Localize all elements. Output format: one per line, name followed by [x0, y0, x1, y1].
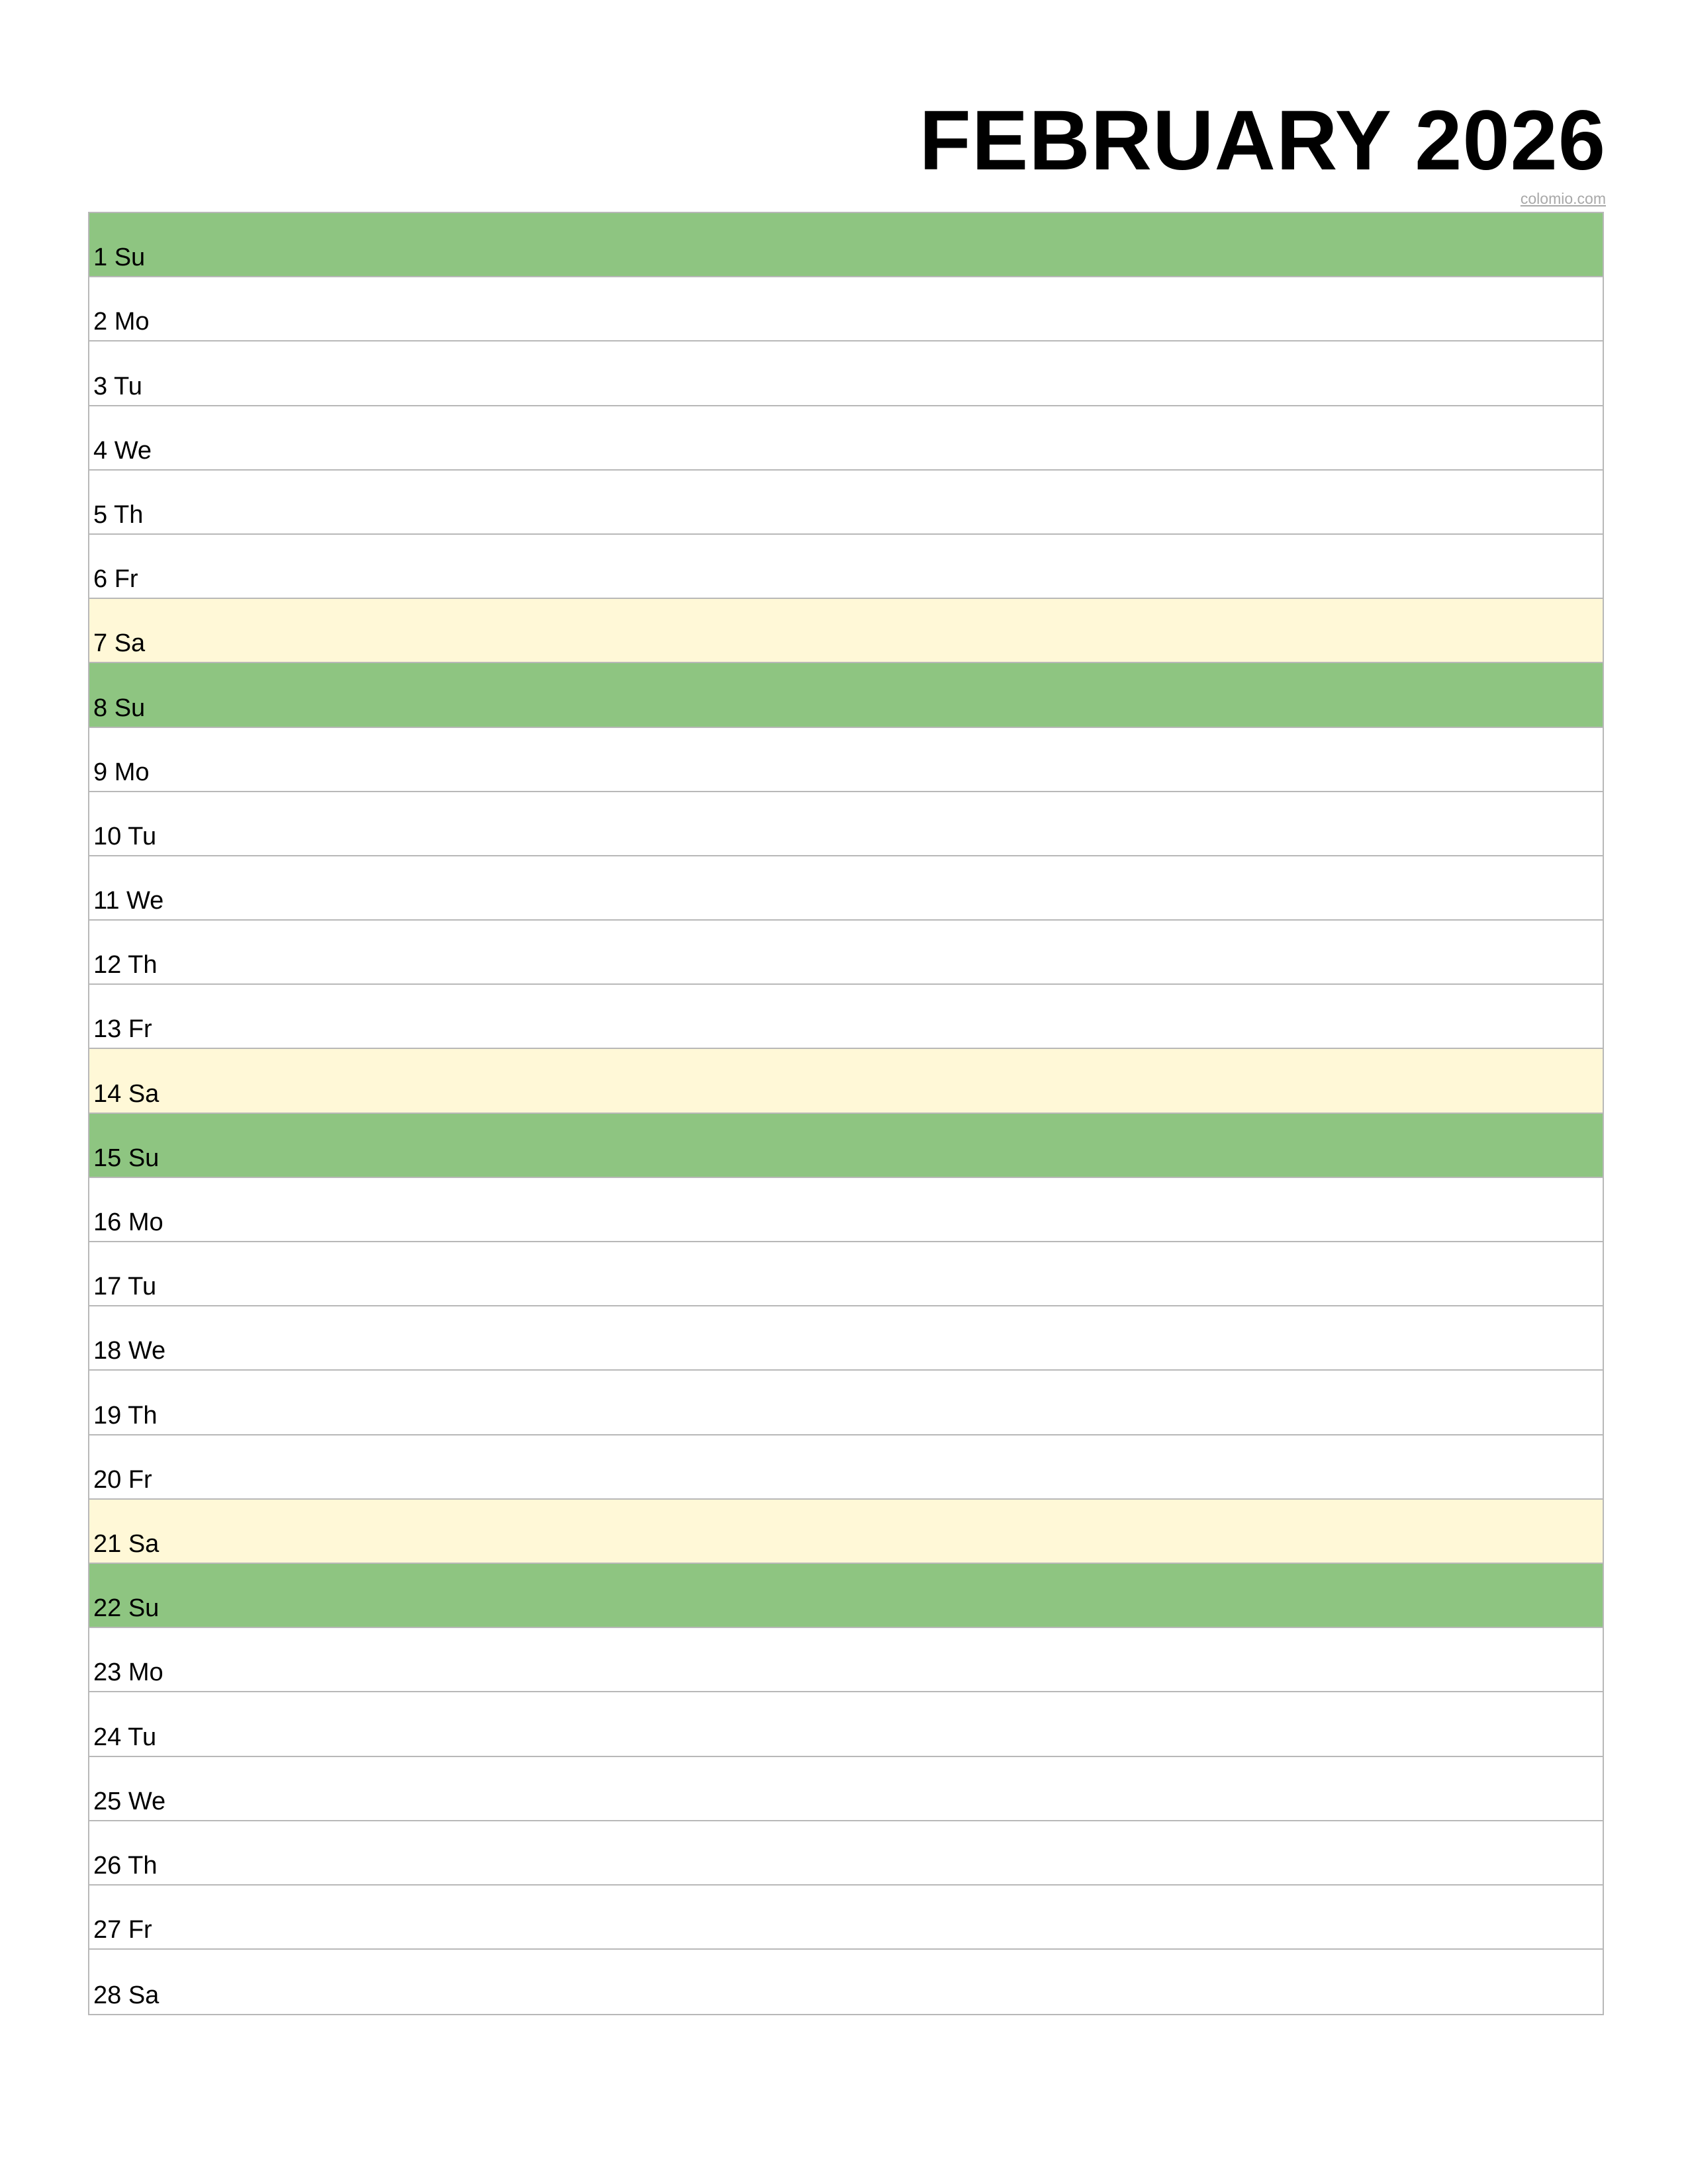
day-label: 15 Su	[93, 1144, 160, 1172]
day-label: 6 Fr	[93, 565, 138, 594]
day-label: 8 Su	[93, 694, 146, 722]
day-label: 20 Fr	[93, 1465, 152, 1494]
day-row[interactable]	[89, 277, 1603, 341]
day-label: 21 Sa	[93, 1529, 160, 1558]
day-row[interactable]	[89, 1757, 1603, 1821]
day-label: 28 Sa	[93, 1981, 160, 2010]
day-row[interactable]	[89, 1692, 1603, 1756]
day-row[interactable]	[89, 1114, 1603, 1178]
day-label: 26 Th	[93, 1851, 158, 1880]
day-row[interactable]	[89, 1950, 1603, 2014]
day-row[interactable]	[89, 921, 1603, 985]
day-label: 25 We	[93, 1787, 166, 1815]
day-label: 22 Su	[93, 1594, 160, 1623]
page-title: FEBRUARY 2026	[919, 93, 1606, 188]
day-row[interactable]	[89, 1242, 1603, 1306]
day-row[interactable]	[89, 1886, 1603, 1950]
day-row[interactable]	[89, 856, 1603, 921]
day-label: 27 Fr	[93, 1916, 152, 1944]
day-label: 5 Th	[93, 500, 144, 529]
day-row[interactable]	[89, 1500, 1603, 1564]
day-label: 2 Mo	[93, 308, 150, 336]
day-row[interactable]	[89, 1306, 1603, 1371]
day-row[interactable]	[89, 471, 1603, 535]
day-label: 4 We	[93, 436, 152, 465]
day-row[interactable]	[89, 1371, 1603, 1435]
day-label: 24 Tu	[93, 1723, 157, 1751]
day-row[interactable]	[89, 1435, 1603, 1500]
calendar-grid	[88, 212, 1604, 2015]
day-row[interactable]	[89, 1821, 1603, 1886]
day-label: 7 Sa	[93, 629, 146, 658]
day-row[interactable]	[89, 535, 1603, 599]
day-label: 18 We	[93, 1337, 166, 1365]
day-label: 19 Th	[93, 1401, 158, 1430]
day-label: 3 Tu	[93, 372, 142, 400]
day-row[interactable]	[89, 341, 1603, 406]
day-label: 16 Mo	[93, 1208, 164, 1236]
day-row[interactable]	[89, 1178, 1603, 1242]
day-row[interactable]	[89, 792, 1603, 856]
day-row[interactable]	[89, 213, 1603, 277]
day-label: 12 Th	[93, 951, 158, 979]
day-row[interactable]	[89, 1049, 1603, 1113]
day-row[interactable]	[89, 1564, 1603, 1628]
day-label: 13 Fr	[93, 1015, 152, 1044]
day-row[interactable]	[89, 728, 1603, 792]
day-label: 11 We	[93, 887, 164, 915]
day-label: 14 Sa	[93, 1079, 160, 1108]
day-label: 1 Su	[93, 244, 146, 272]
day-row[interactable]	[89, 985, 1603, 1049]
day-row[interactable]	[89, 1628, 1603, 1692]
day-label: 23 Mo	[93, 1659, 164, 1687]
day-row[interactable]	[89, 663, 1603, 727]
day-label: 17 Tu	[93, 1273, 157, 1301]
day-row[interactable]	[89, 599, 1603, 663]
day-label: 10 Tu	[93, 822, 157, 850]
source-link[interactable]: colomio.com	[1520, 190, 1606, 207]
day-label: 9 Mo	[93, 758, 150, 786]
day-row[interactable]	[89, 406, 1603, 471]
